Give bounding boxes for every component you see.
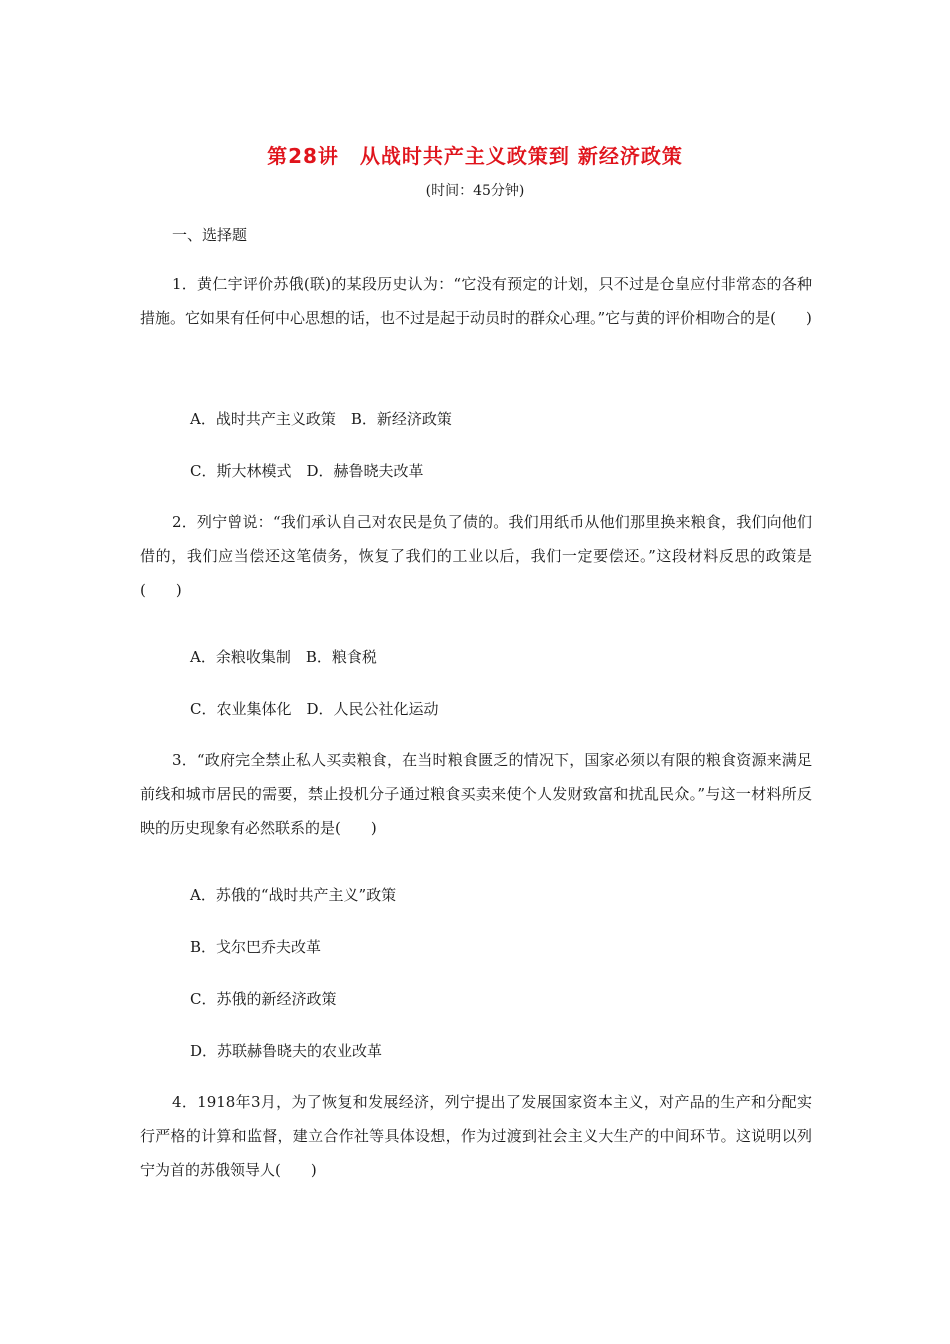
question-2-options-row-2: C．农业集体化 D．人民公社化运动: [190, 700, 439, 718]
question-2-options-row-1: A．余粮收集制 B．粮食税: [190, 648, 377, 666]
question-1-options-row-2: C．斯大林模式 D．赫鲁晓夫改革: [190, 462, 424, 480]
question-1: 1．黄仁宇评价苏俄(联)的某段历史认为：“它没有预定的计划，只不过是仓皇应付非常态的各种措施。它如果有任何中心思想的话，也不过是起于动员时的群众心理。”它与黄的评价相吻合的是( ): [140, 275, 812, 327]
question-3-option-c: C．苏俄的新经济政策: [190, 990, 337, 1008]
question-3-option-a: A．苏俄的“战时共产主义”政策: [190, 886, 397, 904]
question-3-option-b: B．戈尔巴乔夫改革: [190, 938, 322, 956]
question-2: 2．列宁曾说：“我们承认自己对农民是负了债的。我们用纸币从他们那里换来粮食，我们向他们借的，我们应当偿还这笔债务，恢复了我们的工业以后，我们一定要偿还。”这段材料反思的政策是( ): [140, 513, 812, 599]
page-title: 第28讲 从战时共产主义政策到 新经济政策: [267, 144, 683, 168]
question-3-option-d: D．苏联赫鲁晓夫的农业改革: [190, 1042, 383, 1060]
question-1-options-row-1: A．战时共产主义政策 B．新经济政策: [190, 410, 452, 428]
time-limit: (时间：45分钟): [425, 183, 525, 199]
question-4: 4．1918年3月，为了恢复和发展经济，列宁提出了发展国家资本主义，对产品的生产和分配实行严格的计算和监督，建立合作社等具体设想，作为过渡到社会主义大生产的中间环节。这说明以列宁为首的苏俄领导人( ): [140, 1093, 812, 1179]
section-heading: 一、选择题: [172, 226, 248, 244]
question-3: 3．“政府完全禁止私人买卖粮食，在当时粮食匮乏的情况下，国家必须以有限的粮食资源来满足前线和城市居民的需要，禁止投机分子通过粮食买卖来使个人发财致富和扰乱民众。”与这一材料所反映的历史现象有必然联系的是( ): [140, 751, 812, 837]
